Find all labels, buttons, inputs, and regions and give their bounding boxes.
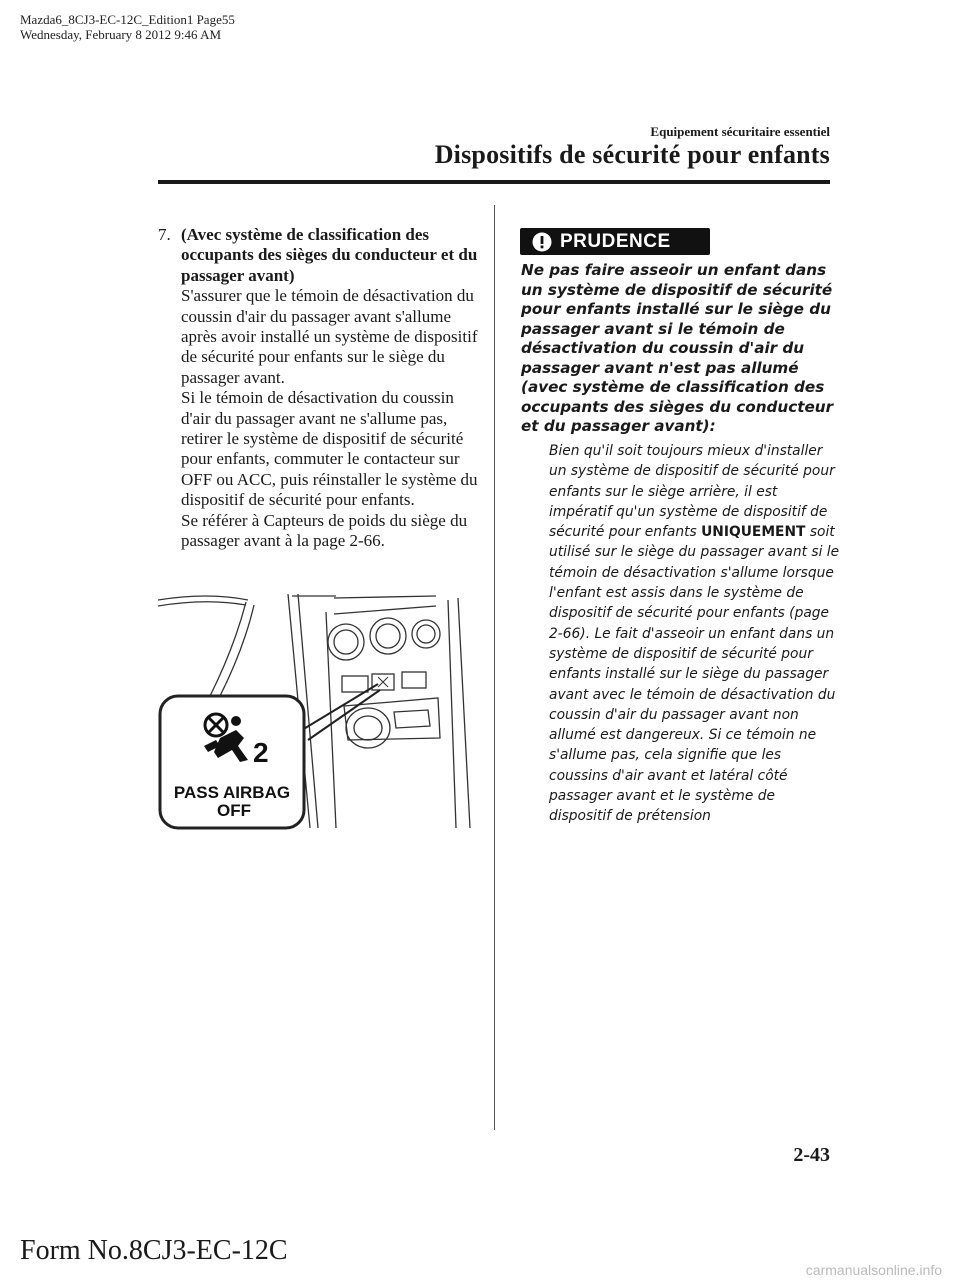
page-title: Dispositifs de sécurité pour enfants xyxy=(434,140,830,169)
figure-label-line1: PASS AIRBAG xyxy=(173,783,291,802)
step-number: 7. xyxy=(158,225,171,244)
console-illustration xyxy=(158,588,478,832)
warning-icon xyxy=(532,232,552,252)
print-date-line: Wednesday, February 8 2012 9:46 AM xyxy=(20,27,222,42)
caution-body-emphasis: UNIQUEMENT xyxy=(701,524,806,541)
figure-number: 2 xyxy=(253,737,269,768)
caution-body xyxy=(549,441,841,827)
print-file-line: Mazda6_8CJ3-EC-12C_Edition1 Page55 xyxy=(20,12,235,27)
header-rule xyxy=(158,180,830,184)
step-body xyxy=(181,225,478,552)
caution-body-part2: soit utilisé sur le siège du passager avant si le témoin de désactivation s'allume lorsque l'enfant est assis dans le système de dispositif de sécurité pour enfants (page 2-66). Le fait d'asseoir un enfant dans un système de dispositif de sécurité pour enfants installé sur le siège du passager avant avec le témoin de désactivation du coussin d'air du passager avant non allumé est dangereux. Si ce témoin ne s'allume pas, cela signifie que les coussins d'air avant et latéral côté passager avant et le système de dispositif de prétension xyxy=(549,524,840,825)
section-header: Equipement sécuritaire essentiel xyxy=(650,124,830,139)
step-paragraph-2: Si le témoin de désactivation du coussin d'air du passager avant ne s'allume pas, retirer le système de dispositif de sécurité pour enfants, commuter le contacteur sur OFF ou ACC, puis réinstaller le système du dispositif de sécurité pour enfants. xyxy=(181,388,478,510)
console-drawing xyxy=(158,588,478,832)
print-metadata xyxy=(20,12,235,42)
step-paragraph-3: Se référer à Capteurs de poids du siège du passager avant à la page 2-66. xyxy=(181,510,468,551)
step-7 xyxy=(158,225,478,552)
figure-label-line2: OFF xyxy=(217,801,251,820)
caution-label: PRUDENCE xyxy=(560,230,671,252)
caution-body-part1: Bien qu'il soit toujours mieux d'installer un système de dispositif de sécurité pour enfants sur le siège arrière, il est impératif qu'un système de dispositif de sécurité pour enfants xyxy=(549,443,835,541)
page-number: 2-43 xyxy=(793,1144,830,1166)
step-paragraph-1: S'assurer que le témoin de désactivation du coussin d'air du passager avant s'allume après avoir installé un système de dispositif de sécurité pour enfants sur le siège du passager avant. xyxy=(181,286,478,387)
step-title: (Avec système de classification des occupants des sièges du conducteur et du passager avant) xyxy=(181,225,478,285)
watermark: carmanualsonline.info xyxy=(805,1262,942,1278)
form-number: Form No.8CJ3-EC-12C xyxy=(20,1235,288,1266)
caution-heading: Ne pas faire asseoir un enfant dans un système de dispositif de sécurité pour enfants installé sur le siège du passager avant si le témoin de désactivation du coussin d'air du passager avant n'est pas allumé (avec système de classification des occupants des sièges du conducteur et du passager avant): xyxy=(521,261,834,435)
column-divider xyxy=(494,205,495,1130)
caution-badge xyxy=(520,228,710,255)
